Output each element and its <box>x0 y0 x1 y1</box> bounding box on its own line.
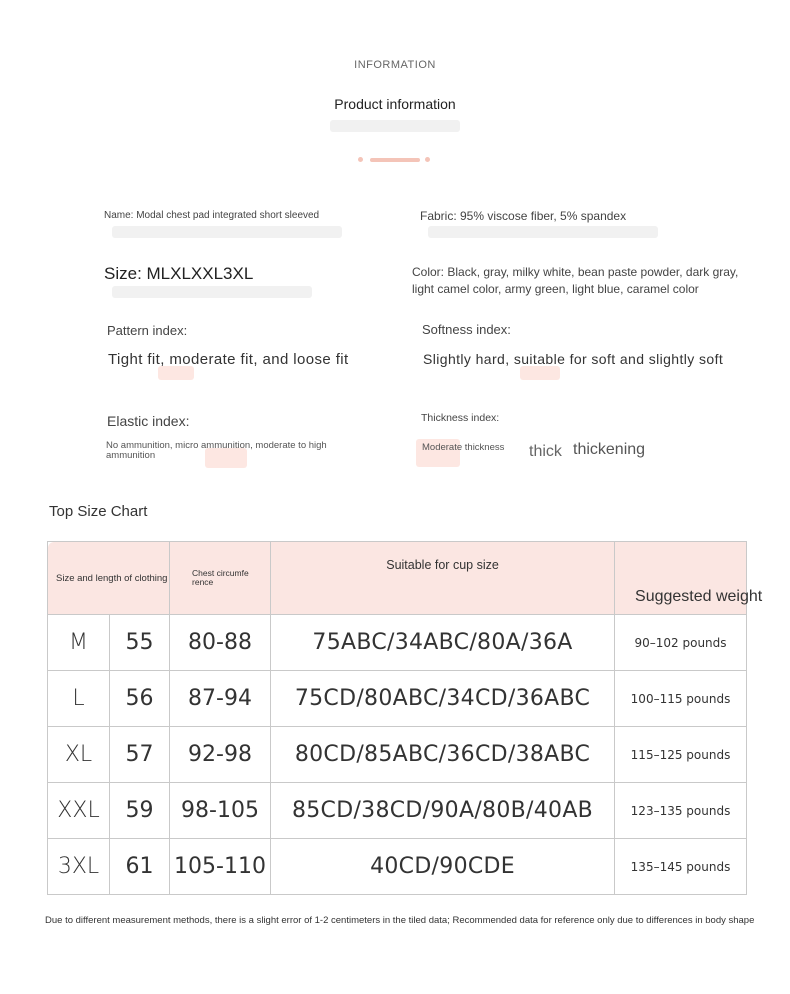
page-title: Product information <box>334 96 456 112</box>
cell-weight: 90–102 pounds <box>615 615 747 671</box>
header-weight: Suggested weight <box>615 542 747 615</box>
blurred-text <box>112 286 312 298</box>
cell-chest: 87-94 <box>170 671 271 727</box>
cell-chest: 105-110 <box>170 839 271 895</box>
cell-length: 55 <box>110 615 170 671</box>
blurred-text <box>428 226 658 238</box>
cell-length: 61 <box>110 839 170 895</box>
cell-length: 57 <box>110 727 170 783</box>
product-name: Name: Modal chest pad integrated short sleeved <box>104 210 320 221</box>
title-divider <box>355 156 435 164</box>
product-fabric: Fabric: 95% viscose fiber, 5% spandex <box>420 209 627 223</box>
header-size-length: Size and length of clothing <box>48 542 170 615</box>
header-cup: Suitable for cup size <box>271 542 615 615</box>
cell-length: 59 <box>110 783 170 839</box>
table-header-row <box>48 542 747 615</box>
header-chest: Chest circumfe rence <box>170 542 271 615</box>
pattern-label: Pattern index: <box>107 323 188 338</box>
cell-cup: 80CD/85ABC/36CD/38ABC <box>271 727 615 783</box>
cell-size: XL <box>48 727 110 783</box>
table-row <box>48 727 747 783</box>
cell-cup: 40CD/90CDE <box>271 839 615 895</box>
thickness-option-thick: thick <box>529 443 562 460</box>
thickness-label: Thickness index: <box>421 412 500 424</box>
thickness-selected: Moderate thickness <box>422 442 505 453</box>
softness-label: Softness index: <box>422 322 511 337</box>
elastic-label: Elastic index: <box>107 413 190 429</box>
cell-chest: 98-105 <box>170 783 271 839</box>
product-size: Size: MLXLXXL3XL <box>104 264 254 283</box>
cell-chest: 80-88 <box>170 615 271 671</box>
size-chart-title: Top Size Chart <box>49 503 148 520</box>
table-row <box>48 671 747 727</box>
softness-indicator <box>520 366 560 380</box>
product-color: Color: Black, gray, milky white, bean paste powder, dark gray, light camel color, army green, light blue, caramel color <box>412 265 739 296</box>
blurred-subtitle <box>330 120 460 132</box>
cell-size: XXL <box>48 783 110 839</box>
footnote: Due to different measurement methods, there is a slight error of 1-2 centimeters in the tiled data; Recommended data for reference only due to differences in body shape <box>45 915 755 926</box>
blurred-text <box>112 226 342 238</box>
thickness-option-thickening: thickening <box>573 441 646 458</box>
cell-length: 56 <box>110 671 170 727</box>
cell-cup: 75CD/80ABC/34CD/36ABC <box>271 671 615 727</box>
table-row <box>48 839 747 895</box>
softness-value: Slightly hard, suitable for soft and slightly soft <box>423 351 724 367</box>
pattern-indicator <box>158 366 194 380</box>
cell-size: 3XL <box>48 839 110 895</box>
cell-size: M <box>48 615 110 671</box>
cell-cup: 85CD/38CD/90A/80B/40AB <box>271 783 615 839</box>
section-label: INFORMATION <box>354 59 436 71</box>
table-row <box>48 615 747 671</box>
table-row <box>48 783 747 839</box>
cell-weight: 123–135 pounds <box>615 783 747 839</box>
cell-weight: 100–115 pounds <box>615 671 747 727</box>
cell-size: L <box>48 671 110 727</box>
cell-weight: 115–125 pounds <box>615 727 747 783</box>
elastic-value: No ammunition, micro ammunition, moderate to high ammunition <box>106 440 327 461</box>
cell-chest: 92-98 <box>170 727 271 783</box>
cell-cup: 75ABC/34ABC/80A/36A <box>271 615 615 671</box>
pattern-value: Tight fit, moderate fit, and loose fit <box>108 351 349 368</box>
size-chart-table <box>47 541 763 895</box>
cell-weight: 135–145 pounds <box>615 839 747 895</box>
